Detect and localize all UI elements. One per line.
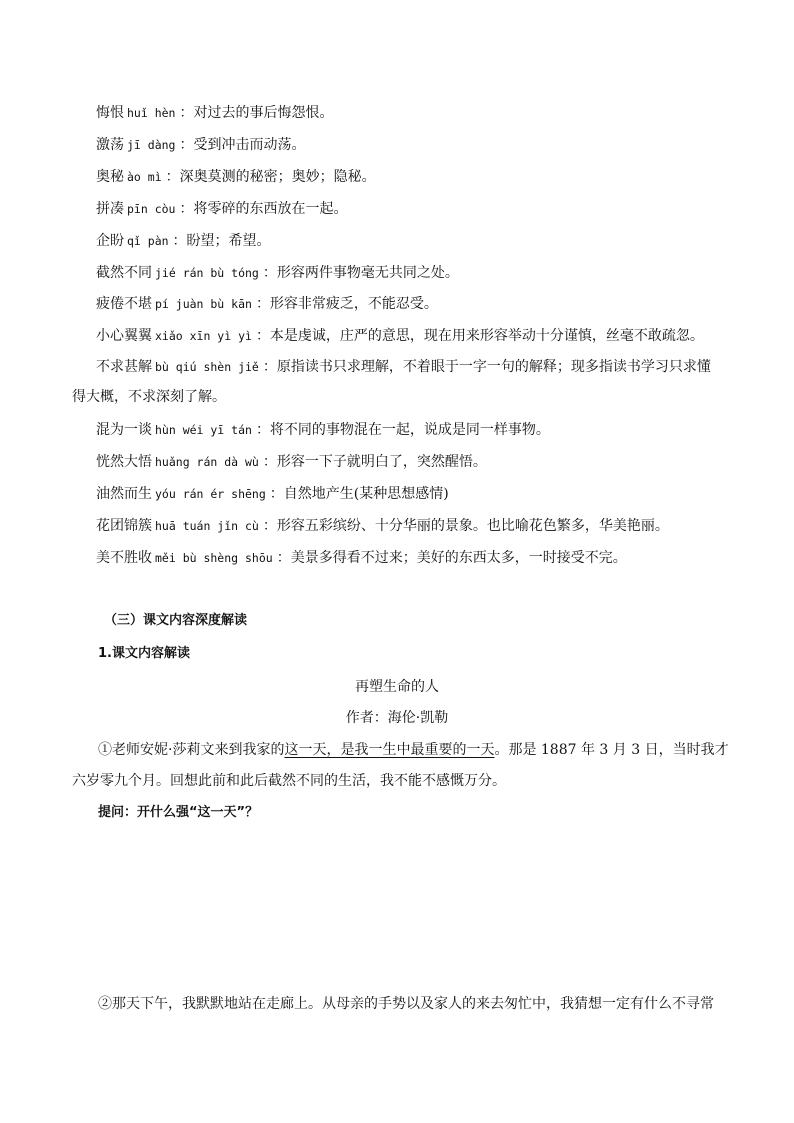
vocab-continuation: 得大概，不求深刻了解。 xyxy=(72,389,226,405)
vocab-item xyxy=(96,136,305,154)
vocab-definition: ：将不同的事物混在一起，说成是同一样事物。 xyxy=(255,422,550,438)
vocab-pinyin: hùn wéi yī tán xyxy=(155,423,252,437)
vocab-pinyin: pīn còu xyxy=(127,202,176,216)
vocab-pinyin: měi bù shèng shōu xyxy=(155,551,273,565)
vocab-word: 花团锦簇 xyxy=(96,518,152,534)
vocab-word: 不求甚解 xyxy=(96,359,152,375)
section-heading: （三）课文内容深度解读 xyxy=(104,613,248,628)
vocab-word: 油然而生 xyxy=(96,486,152,502)
vocab-pinyin: huǎng rán dà wù xyxy=(155,455,259,469)
vocab-item xyxy=(96,232,271,250)
vocab-word: 小心翼翼 xyxy=(96,328,152,344)
vocab-word: 截然不同 xyxy=(96,265,152,281)
vocab-word: 疲倦不堪 xyxy=(96,296,152,312)
paragraph-1-suffix: 。那是 1887 年 3 月 3 日，当时我才 xyxy=(494,742,729,758)
vocab-pinyin: qǐ pàn xyxy=(127,234,169,248)
vocab-definition: ：受到冲击而动荡。 xyxy=(179,137,306,153)
vocab-pinyin: ào mì xyxy=(127,170,162,184)
vocab-item xyxy=(96,485,449,503)
vocab-item xyxy=(96,421,550,439)
vocab-pinyin: jié rán bù tóng xyxy=(155,266,259,280)
vocab-definition: ：形容一下子就明白了，突然醒悟。 xyxy=(262,454,487,470)
vocab-word: 悔恨 xyxy=(96,105,124,121)
vocab-pinyin: xiǎo xīn yì yì xyxy=(155,329,252,343)
vocab-definition: ：美景多得看不过来；美好的东西太多，一时接受不完。 xyxy=(276,550,627,566)
vocab-pinyin: pí juàn bù kān xyxy=(155,297,252,311)
vocab-word: 美不胜收 xyxy=(96,550,152,566)
vocab-definition: ：深奥莫测的秘密；奥妙；隐秘。 xyxy=(165,169,376,185)
vocab-word: 拼凑 xyxy=(96,201,124,217)
vocab-item xyxy=(96,264,459,282)
vocab-definition: ：形容五彩缤纷、十分华丽的景象。也比喻花色繁多，华美艳丽。 xyxy=(262,518,669,534)
article-title: 再塑生命的人 xyxy=(355,679,439,695)
sub-heading: 1.课文内容解读 xyxy=(98,646,190,661)
paragraph-1-prefix: ①老师安妮·莎莉文来到我家的 xyxy=(98,742,285,758)
vocab-pinyin: jī dàng xyxy=(127,138,176,152)
vocab-definition: ：将零碎的东西放在一起。 xyxy=(179,201,348,217)
paragraph-1-line-2: 六岁零九个月。回想此前和此后截然不同的生活，我不能不感慨万分。 xyxy=(72,773,506,789)
vocab-definition: ：对过去的事后悔怨恨。 xyxy=(179,105,334,121)
vocab-item xyxy=(96,358,711,376)
paragraph-1-underlined: 这一天，是我一生中最重要的一天 xyxy=(284,742,495,758)
vocab-item xyxy=(96,295,438,313)
paragraph-1-line-1 xyxy=(98,741,729,759)
vocab-pinyin: huǐ hèn xyxy=(127,106,176,120)
vocab-pinyin: huā tuán jǐn cù xyxy=(155,519,259,533)
question: 提问：开什么强“这一天”？ xyxy=(98,805,259,820)
paragraph-2-line-1: ②那天下午，我默默地站在走廊上。从母亲的手势以及家人的来去匆忙中，我猜想一定有什么不寻常 xyxy=(98,996,714,1012)
vocab-definition: ：自然地产生(某种思想感情) xyxy=(269,486,449,502)
vocab-definition: ：形容非常疲乏，不能忍受。 xyxy=(255,296,438,312)
vocab-word: 恍然大悟 xyxy=(96,454,152,470)
vocab-definition: ：原指读书只求理解，不着眼于一字一句的解释；现多指读书学习只求懂 xyxy=(262,359,711,375)
vocab-pinyin: yóu rán ér shēng xyxy=(155,487,266,501)
vocab-item xyxy=(96,549,627,567)
vocab-word: 混为一谈 xyxy=(96,422,152,438)
vocab-word: 企盼 xyxy=(96,233,124,249)
vocab-item xyxy=(96,327,704,345)
vocab-definition: ：形容两件事物毫无共同之处。 xyxy=(262,265,459,281)
vocab-word: 激荡 xyxy=(96,137,124,153)
vocab-item xyxy=(96,453,487,471)
vocab-item xyxy=(96,168,376,186)
vocab-item xyxy=(96,200,347,218)
vocab-item xyxy=(96,517,669,535)
vocab-definition: ：本是虔诚，庄严的意思，现在用来形容举动十分谨慎，丝毫不敢疏忽。 xyxy=(255,328,704,344)
article-author: 作者：海伦·凯勒 xyxy=(345,710,449,726)
vocab-pinyin: bù qiú shèn jiě xyxy=(155,360,259,374)
vocab-item xyxy=(96,104,333,122)
vocab-definition: ：盼望；希望。 xyxy=(172,233,271,249)
vocab-word: 奥秘 xyxy=(96,169,124,185)
